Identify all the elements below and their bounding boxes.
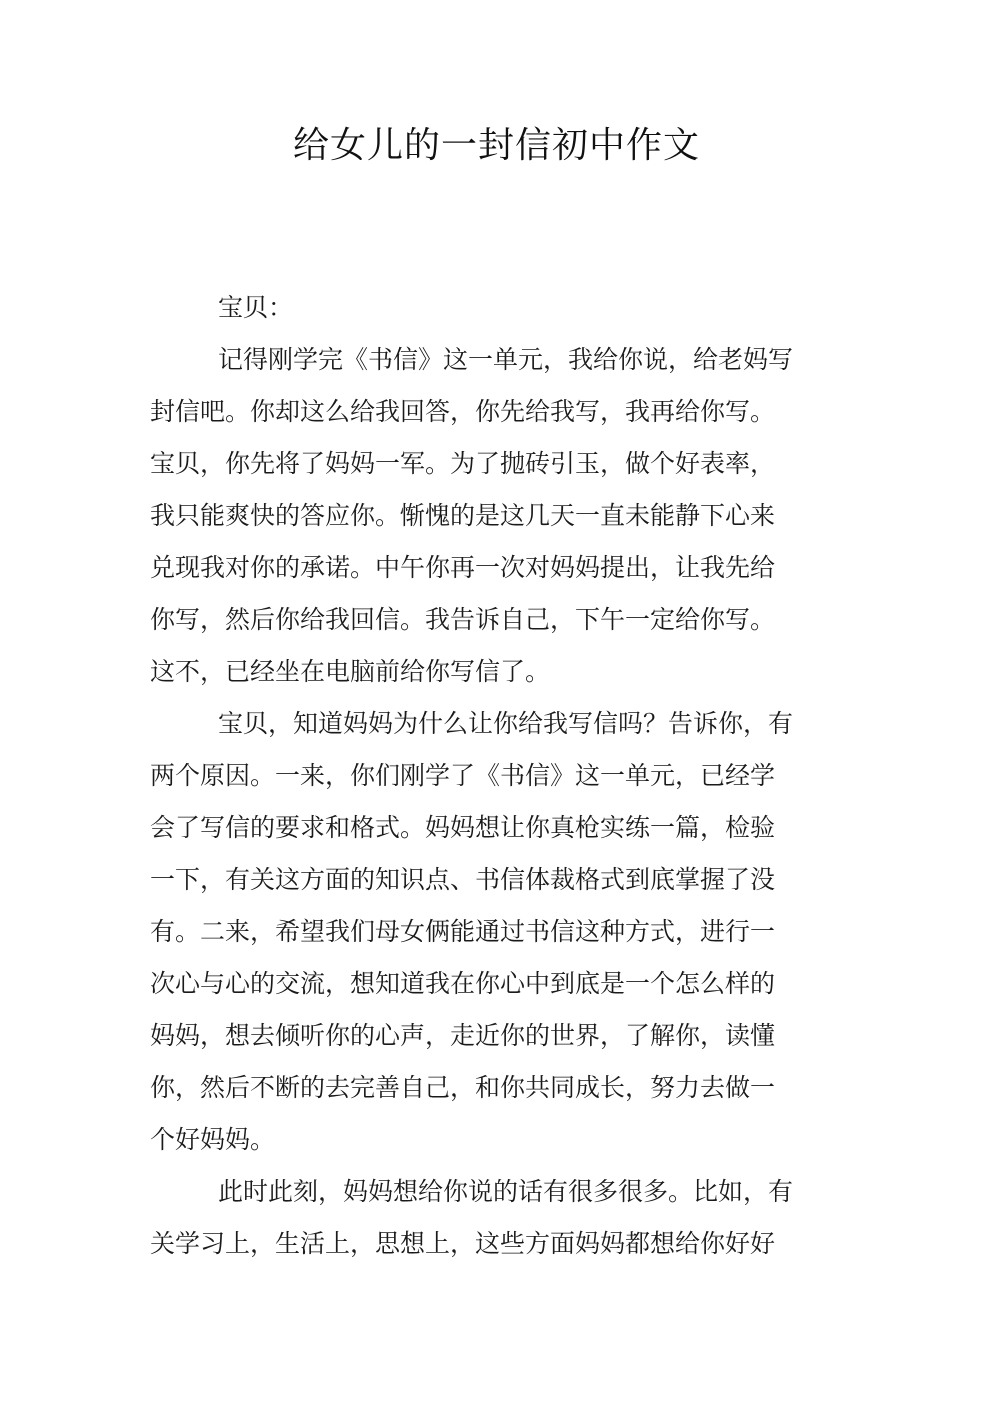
salutation-line: 宝贝： xyxy=(218,293,294,322)
text-line: 我只能爽快的答应你。惭愧的是这几天一直未能静下心来 xyxy=(150,501,776,530)
text-line: 两个原因。一来，你们刚学了《书信》这一单元，已经学 xyxy=(150,761,776,790)
text-line: 封信吧。你却这么给我回答，你先给我写，我再给你写。 xyxy=(150,397,776,426)
text-line: 有。二来，希望我们母女俩能通过书信这种方式，进行一 xyxy=(150,917,776,946)
text-line: 兑现我对你的承诺。中午你再一次对妈妈提出，让我先给 xyxy=(150,553,776,582)
text-line: 记得刚学完《书信》这一单元，我给你说，给老妈写 xyxy=(218,345,794,374)
text-line: 个好妈妈。 xyxy=(150,1125,276,1154)
text-line: 这不，已经坐在电脑前给你写信了。 xyxy=(150,657,551,686)
text-line: 会了写信的要求和格式。妈妈想让你真枪实练一篇，检验 xyxy=(150,813,776,842)
text-line: 妈妈，想去倾听你的心声，走近你的世界，了解你，读懂 xyxy=(150,1021,776,1050)
text-line: 此时此刻，妈妈想给你说的话有很多很多。比如，有 xyxy=(218,1177,794,1206)
text-line: 一下，有关这方面的知识点、书信体裁格式到底掌握了没 xyxy=(150,865,776,894)
document-title: 给女儿的一封信初中作文 xyxy=(292,125,700,166)
letter-body xyxy=(150,282,840,1270)
text-line: 宝贝，你先将了妈妈一军。为了抛砖引玉，做个好表率， xyxy=(150,449,776,478)
text-line: 关学习上，生活上，思想上，这些方面妈妈都想给你好好 xyxy=(150,1229,776,1258)
text-line: 次心与心的交流，想知道我在你心中到底是一个怎么样的 xyxy=(150,969,776,998)
text-line: 你写，然后你给我回信。我告诉自己，下午一定给你写。 xyxy=(150,605,776,634)
text-line: 宝贝，知道妈妈为什么让你给我写信吗？告诉你，有 xyxy=(218,709,794,738)
text-line: 你，然后不断的去完善自己，和你共同成长，努力去做一 xyxy=(150,1073,776,1102)
